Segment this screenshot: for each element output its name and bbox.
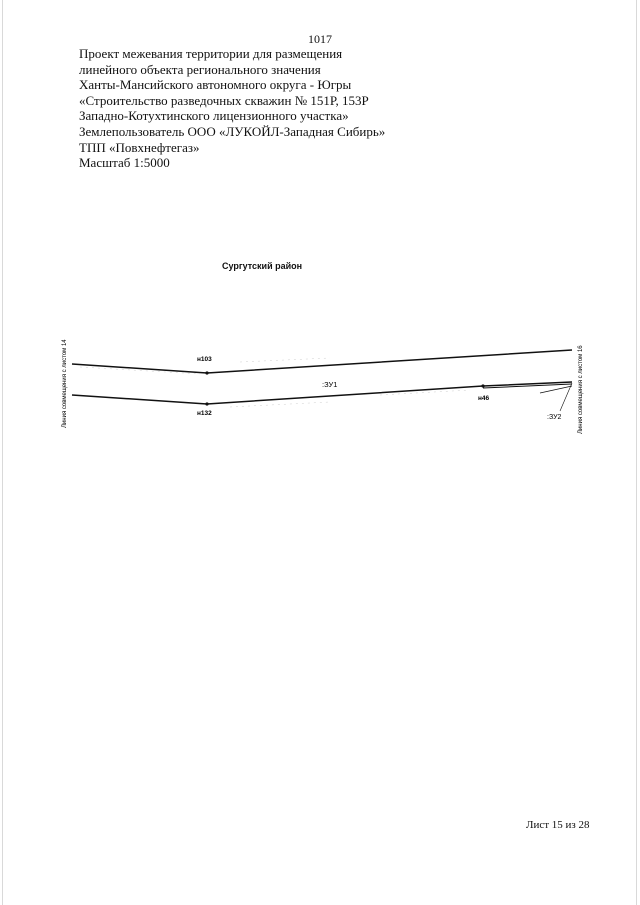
point-label-n132: н132 — [197, 410, 212, 417]
parcel-label-zu2: :ЗУ2 — [547, 414, 562, 421]
header-line: линейного объекта регионального значения — [79, 61, 321, 77]
header-line: Землепользователь ООО «ЛУКОЙЛ-Западная Сибирь» — [79, 123, 386, 139]
cadastral-map — [0, 320, 640, 450]
header-line: «Строительство разведочных скважин № 151Р, 153Р — [79, 92, 369, 108]
point-n132-marker — [205, 402, 208, 405]
point-n103-marker — [205, 371, 208, 374]
sheet-number: Лист 15 из 28 — [526, 819, 590, 831]
boundary-upper — [72, 350, 572, 373]
scan-edge-right — [636, 0, 637, 905]
scan-edge-left — [2, 0, 3, 905]
page-number: 1017 — [308, 32, 332, 46]
district-label: Сургутский район — [222, 261, 303, 271]
header-line: Масштаб 1:5000 — [79, 155, 170, 171]
parcel-zu2-boundary — [540, 386, 572, 393]
header-line: Проект межевания территории для размещения — [79, 46, 343, 61]
parcel-label-zu1: :ЗУ1 — [322, 380, 338, 389]
header-line: Ханты-Мансийского автономного округа - Югры — [79, 77, 352, 93]
point-label-n103: н103 — [197, 356, 212, 363]
document-header — [79, 46, 439, 171]
match-line-right: Линия совмещения с листом 16 — [578, 345, 584, 434]
header-line: ТПП «Повхнефтегаз» — [79, 139, 200, 155]
match-line-left: Линия совмещения с листом 14 — [62, 339, 68, 428]
point-label-n46: н46 — [478, 395, 490, 402]
point-n46-marker — [481, 384, 484, 387]
header-line: Западно-Котухтинского лицензионного участка» — [79, 108, 349, 124]
